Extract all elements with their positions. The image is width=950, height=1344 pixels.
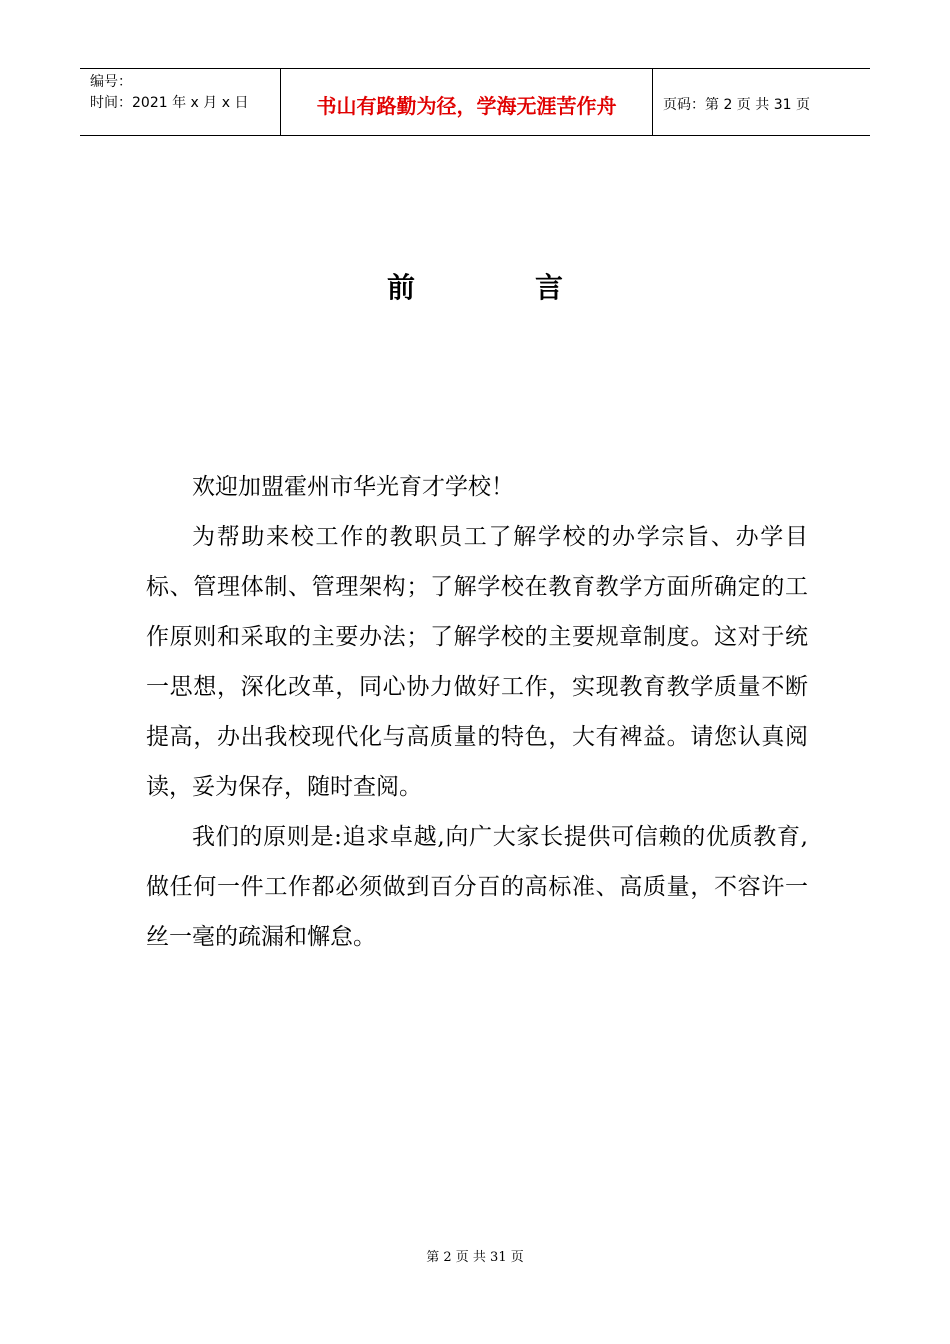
title-char-1: 前 [386,271,415,304]
header-meta-cell [80,69,281,135]
page-footer: 第 2 页 共 31 页 [426,1250,524,1265]
paragraph-purpose: 为帮助来校工作的教职员工了解学校的办学宗旨、办学目标、管理体制、管理架构；了解学校在教育教学方面所确定的工作原则和采取的主要办法；了解学校的主要规章制度。这对于统一思想，深化改革，同心协力做好工作，实现教育教学质量不断提高，办出我校现代化与高质量的特色，大有裨益。请您认真阅读，妥为保存，随时查阅。 [146,524,808,800]
paragraph-welcome: 欢迎加盟霍州市华光育才学校！ [192,474,514,500]
page-header-table [80,68,870,136]
document-title [0,266,950,306]
paragraph-principle: 我们的原则是:追求卓越,向广大家长提供可信赖的优质教育,做任何一件工作都必须做到百分百的高标准、高质量，不容许一丝一毫的疏漏和懈怠。 [146,824,808,950]
number-label: 编号： [90,74,132,90]
title-char-2: 言 [535,271,564,304]
date-label: 时间：2021 年 x 月 x 日 [90,95,249,111]
document-body [146,462,808,962]
header-page-info: 页码：第 2 页 共 31 页 [663,97,810,113]
header-motto: 书山有路勤为径，学海无涯苦作舟 [281,69,653,135]
